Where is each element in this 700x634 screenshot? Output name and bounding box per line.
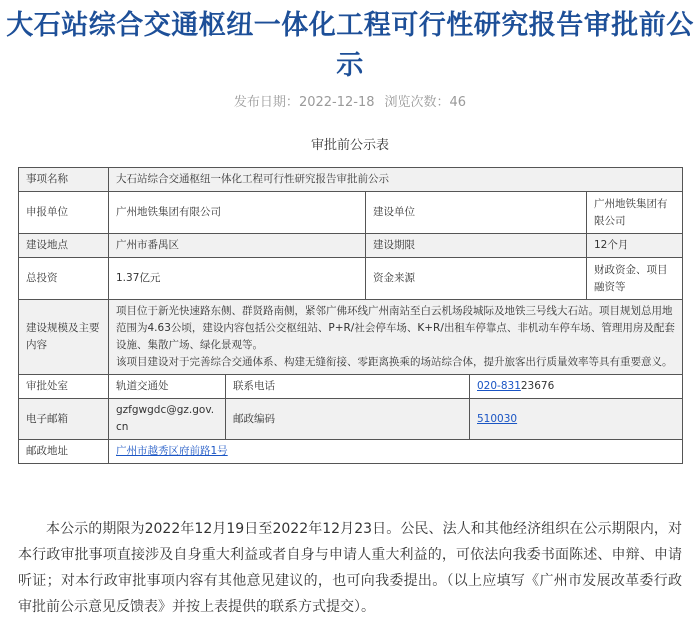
table-row bbox=[19, 234, 683, 258]
email: gzfgwgdc@gz.gov.cn bbox=[109, 399, 226, 440]
builder-label: 建设单位 bbox=[366, 192, 587, 234]
scale-paragraph: 项目位于新光快速路东侧、群贤路南侧，紧邻广佛环线广州南站至白云机场段城际及地铁三号线大石站。项目规划总用地范围为4.63公顷，建设内容包括公交枢纽站、P+R/社会停车场、K+R/出租车停靠点、非机动车停车场、管理用房及配套设施、集散广场、绿化景观等。 bbox=[116, 305, 675, 351]
table-row bbox=[19, 258, 683, 300]
phone bbox=[470, 375, 683, 399]
email-label: 电子邮箱 bbox=[19, 399, 109, 440]
table-row bbox=[19, 399, 683, 440]
phone-suffix: 23676 bbox=[520, 380, 555, 392]
project-name: 大石站综合交通枢纽一体化工程可行性研究报告审批前公示 bbox=[109, 168, 683, 192]
view-count: 46 bbox=[449, 95, 467, 110]
phone-label: 联系电话 bbox=[226, 375, 470, 399]
builder: 广州地铁集团有限公司 bbox=[587, 192, 683, 234]
address-link[interactable]: 广州市越秀区府前路1号 bbox=[116, 445, 228, 457]
article-meta bbox=[0, 95, 700, 111]
investment: 1.37亿元 bbox=[109, 258, 366, 300]
page-title: 大石站综合交通枢纽一体化工程可行性研究报告审批前公示 bbox=[6, 10, 694, 81]
view-count-label: 浏览次数： bbox=[384, 95, 450, 110]
table-row bbox=[19, 375, 683, 399]
applicant-label: 申报单位 bbox=[19, 192, 109, 234]
address-label: 邮政地址 bbox=[19, 440, 109, 464]
scale-label: 建设规模及主要内容 bbox=[19, 300, 109, 375]
investment-label: 总投资 bbox=[19, 258, 109, 300]
scale-content bbox=[109, 300, 683, 375]
notice-paragraph: 本公示的期限为2022年12月19日至2022年12月23日。公民、法人和其他经济组织在公示期限内，对本行政审批事项直接涉及自身重大利益或者自身与申请人重大利益的，可依法向我委书面陈述、申辩、申请听证；对本行政审批事项内容有其他意见建议的，也可向我委提出。（以上应填写《广州市发展改革委行政审批前公示意见反馈表》并按上表提供的联系方式提交）。 bbox=[18, 521, 682, 615]
postcode-link[interactable]: 510030 bbox=[477, 412, 518, 425]
postcode-label: 邮政编码 bbox=[226, 399, 470, 440]
table-row bbox=[19, 192, 683, 234]
phone-link[interactable]: 020-831 bbox=[477, 380, 521, 392]
notice-table bbox=[18, 167, 683, 464]
postcode bbox=[470, 399, 683, 440]
office-label: 审批处室 bbox=[19, 375, 109, 399]
applicant: 广州地铁集团有限公司 bbox=[109, 192, 366, 234]
table-row bbox=[19, 300, 683, 375]
address bbox=[109, 440, 683, 464]
fund: 财政资金、项目融资等 bbox=[587, 258, 683, 300]
table-row bbox=[19, 440, 683, 464]
scale-paragraph: 该项目建设对于完善综合交通体系、构建无缝衔接、零距离换乘的场站综合体，提升旅客出行质量效率等具有重要意义。 bbox=[116, 356, 673, 368]
location: 广州市番禺区 bbox=[109, 234, 366, 258]
fund-label: 资金来源 bbox=[366, 258, 587, 300]
period: 12个月 bbox=[587, 234, 683, 258]
table-caption: 审批前公示表 bbox=[310, 138, 389, 153]
period-label: 建设期限 bbox=[366, 234, 587, 258]
office: 轨道交通处 bbox=[109, 375, 226, 399]
table-row bbox=[19, 168, 683, 192]
publish-date: 2022-12-18 bbox=[298, 95, 375, 110]
location-label: 建设地点 bbox=[19, 234, 109, 258]
project-name-label: 事项名称 bbox=[19, 168, 109, 192]
publish-date-label: 发布日期： bbox=[233, 95, 299, 110]
